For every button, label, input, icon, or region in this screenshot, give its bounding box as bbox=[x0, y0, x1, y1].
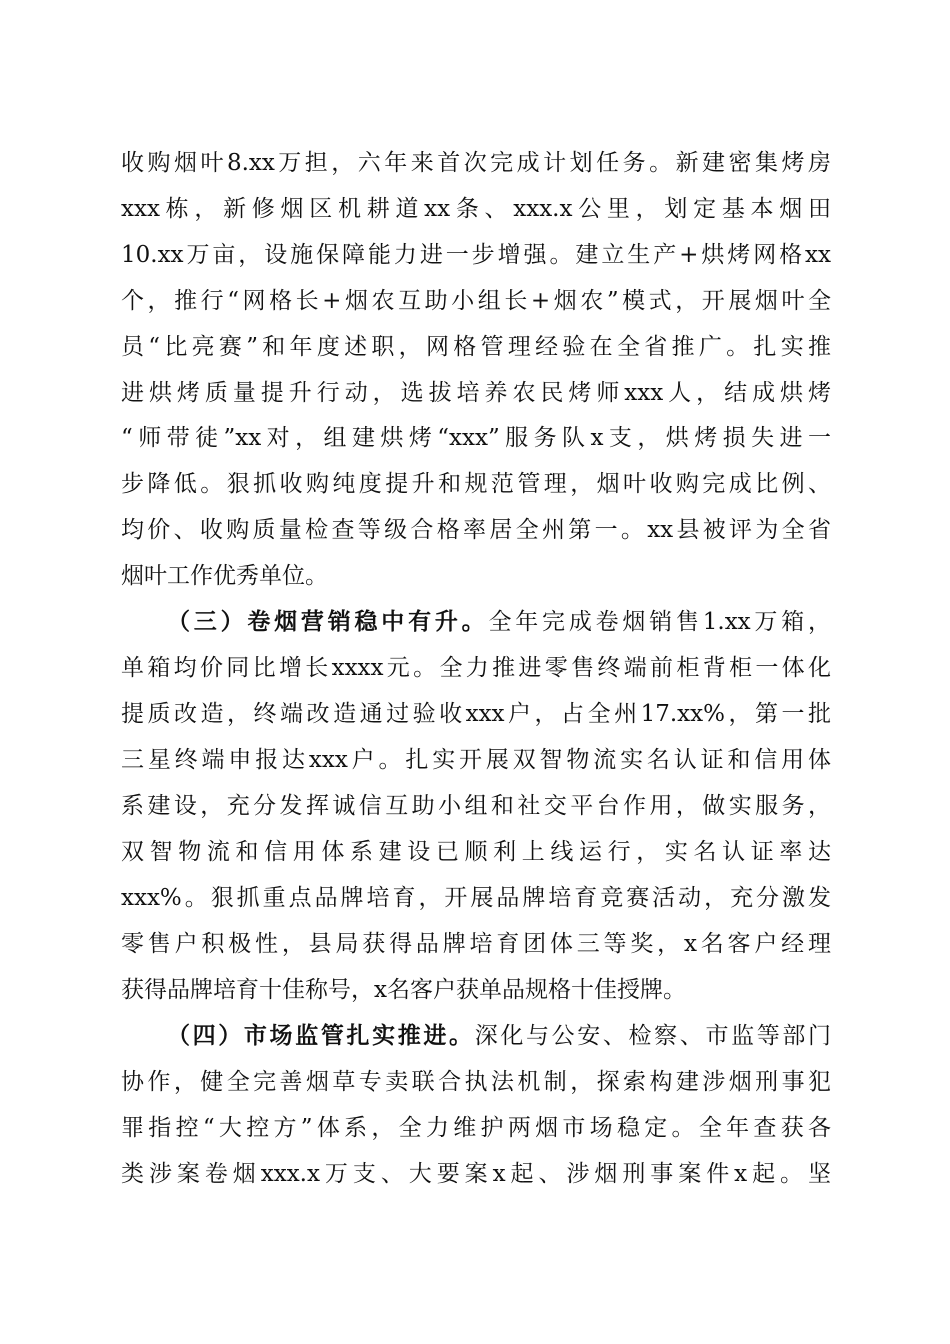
paragraph-2-line-4: 三星终端申报达xxx户。扎实开展双智物流实名认证和信用体 bbox=[121, 747, 831, 773]
paragraph-3-line-1 bbox=[167, 1016, 831, 1056]
paragraph-1-line-9: 均价、收购质量检查等级合格率居全州第一。xx县被评为全省 bbox=[121, 517, 831, 543]
paragraph-1-line-10: 烟叶工作优秀单位。 bbox=[121, 563, 328, 589]
paragraph-2-line-7: xxx%。狠抓重点品牌培育，开展品牌培育竞赛活动，充分激发 bbox=[121, 885, 831, 911]
paragraph-1-line-5: 员“比亮赛”和年度述职，网格管理经验在全省推广。扎实推 bbox=[121, 334, 831, 360]
paragraph-2-line-2: 单箱均价同比增长xxxx元。全力推进零售终端前柜背柜一体化 bbox=[121, 655, 831, 681]
paragraph-2-line-6: 双智物流和信用体系建设已顺利上线运行，实名认证率达 bbox=[121, 839, 831, 865]
section-heading-4: （四）市场监管扎实推进。 bbox=[167, 1022, 475, 1049]
paragraph-2-line-1-text: 全年完成卷烟销售1.xx万箱， bbox=[488, 609, 831, 635]
paragraph-2-line-3: 提质改造，终端改造通过验收xxx户，占全州17.xx%，第一批 bbox=[121, 701, 831, 727]
paragraph-3-line-3: 罪指控“大控方”体系，全力维护两烟市场稳定。全年查获各 bbox=[121, 1115, 831, 1141]
paragraph-1-line-6: 进烘烤质量提升行动，选拔培养农民烤师xxx人，结成烘烤 bbox=[121, 380, 831, 406]
paragraph-3-line-1-text: 深化与公安、检察、市监等部门 bbox=[474, 1023, 831, 1049]
paragraph-1-line-4: 个，推行“网格长+烟农互助小组长+烟农”模式，开展烟叶全 bbox=[121, 288, 831, 314]
paragraph-1-line-2: xxx栋，新修烟区机耕道xx条、xxx.x公里，划定基本烟田 bbox=[121, 196, 831, 222]
paragraph-1-line-8: 步降低。狠抓收购纯度提升和规范管理，烟叶收购完成比例、 bbox=[121, 471, 831, 497]
paragraph-3-line-4: 类涉案卷烟xxx.x万支、大要案x起、涉烟刑事案件x起。坚 bbox=[121, 1161, 831, 1187]
paragraph-2-line-1 bbox=[167, 602, 831, 642]
paragraph-2-line-8: 零售户积极性，县局获得品牌培育团体三等奖，x名客户经理 bbox=[121, 931, 831, 957]
paragraph-1-line-3: 10.xx万亩，设施保障能力进一步增强。建立生产+烘烤网格xx bbox=[121, 242, 831, 268]
paragraph-2-line-5: 系建设，充分发挥诚信互助小组和社交平台作用，做实服务， bbox=[121, 793, 831, 819]
paragraph-2-line-9: 获得品牌培育十佳称号，x名客户获单品规格十佳授牌。 bbox=[121, 977, 686, 1003]
paragraph-1-line-1: 收购烟叶8.xx万担，六年来首次完成计划任务。新建密集烤房 bbox=[121, 150, 831, 176]
paragraph-1-line-7: “师带徒”xx对，组建烘烤“xxx”服务队x支，烘烤损失进一 bbox=[121, 425, 831, 451]
section-heading-3: （三）卷烟营销稳中有升。 bbox=[167, 608, 489, 635]
paragraph-3-line-2: 协作，健全完善烟草专卖联合执法机制，探索构建涉烟刑事犯 bbox=[121, 1069, 831, 1095]
